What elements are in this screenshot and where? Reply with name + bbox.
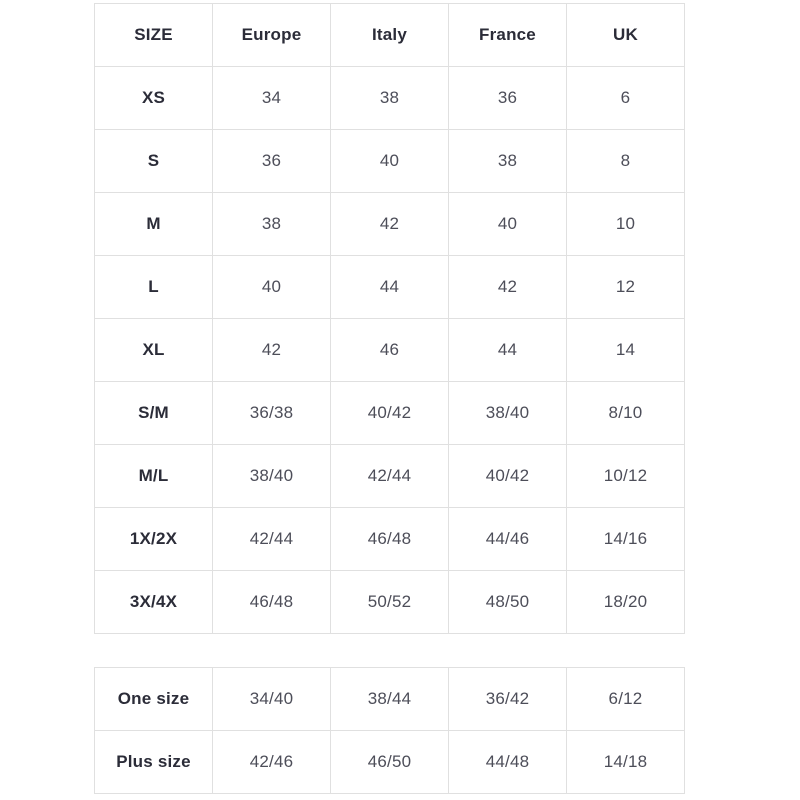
- size-cell: 6: [567, 67, 685, 130]
- header-row: [95, 4, 685, 67]
- table-row: [95, 508, 685, 571]
- size-cell: 8: [567, 130, 685, 193]
- size-cell: 40/42: [449, 445, 567, 508]
- table-row: [95, 445, 685, 508]
- size-cell: 50/52: [331, 571, 449, 634]
- table-row: [95, 382, 685, 445]
- size-cell: 38: [331, 67, 449, 130]
- size-cell: 42: [331, 193, 449, 256]
- size-cell: 10: [567, 193, 685, 256]
- size-cell: 14/16: [567, 508, 685, 571]
- size-conversion-table: [94, 3, 685, 634]
- header-size: SIZE: [95, 4, 213, 67]
- size-cell: 44/48: [449, 731, 567, 794]
- size-cell: 44: [449, 319, 567, 382]
- header-france: France: [449, 4, 567, 67]
- size-cell: 42/44: [331, 445, 449, 508]
- row-label: L: [95, 256, 213, 319]
- size-cell: 38/40: [213, 445, 331, 508]
- row-label: One size: [95, 668, 213, 731]
- size-cell: 36/42: [449, 668, 567, 731]
- size-cell: 14: [567, 319, 685, 382]
- size-cell: 8/10: [567, 382, 685, 445]
- size-cell: 46: [331, 319, 449, 382]
- size-cell: 48/50: [449, 571, 567, 634]
- table-row: [95, 571, 685, 634]
- size-cell: 36: [449, 67, 567, 130]
- size-cell: 40: [449, 193, 567, 256]
- size-cell: 44/46: [449, 508, 567, 571]
- size-cell: 36/38: [213, 382, 331, 445]
- size-cell: 34: [213, 67, 331, 130]
- size-cell: 40/42: [331, 382, 449, 445]
- row-label: M: [95, 193, 213, 256]
- size-cell: 34/40: [213, 668, 331, 731]
- header-europe: Europe: [213, 4, 331, 67]
- size-cell: 12: [567, 256, 685, 319]
- size-cell: 40: [331, 130, 449, 193]
- header-uk: UK: [567, 4, 685, 67]
- size-cell: 6/12: [567, 668, 685, 731]
- row-label: 3X/4X: [95, 571, 213, 634]
- size-cell: 38/44: [331, 668, 449, 731]
- table-row: [95, 668, 685, 731]
- size-cell: 42/44: [213, 508, 331, 571]
- size-cell: 46/50: [331, 731, 449, 794]
- table-row: [95, 193, 685, 256]
- size-cell: 38/40: [449, 382, 567, 445]
- row-label: Plus size: [95, 731, 213, 794]
- table-row: [95, 319, 685, 382]
- size-cell: 42: [449, 256, 567, 319]
- header-italy: Italy: [331, 4, 449, 67]
- size-cell: 38: [213, 193, 331, 256]
- row-label: 1X/2X: [95, 508, 213, 571]
- row-label: M/L: [95, 445, 213, 508]
- table-row: [95, 130, 685, 193]
- size-cell: 38: [449, 130, 567, 193]
- size-cell: 44: [331, 256, 449, 319]
- size-cell: 46/48: [213, 571, 331, 634]
- size-cell: 42: [213, 319, 331, 382]
- size-cell: 10/12: [567, 445, 685, 508]
- table-row: [95, 256, 685, 319]
- table-row: [95, 67, 685, 130]
- size-cell: 14/18: [567, 731, 685, 794]
- table-row: [95, 731, 685, 794]
- size-cell: 36: [213, 130, 331, 193]
- special-size-table: [94, 667, 685, 794]
- size-cell: 46/48: [331, 508, 449, 571]
- row-label: S: [95, 130, 213, 193]
- row-label: S/M: [95, 382, 213, 445]
- row-label: XS: [95, 67, 213, 130]
- size-tables-container: [94, 3, 685, 794]
- row-label: XL: [95, 319, 213, 382]
- size-cell: 40: [213, 256, 331, 319]
- size-cell: 18/20: [567, 571, 685, 634]
- size-cell: 42/46: [213, 731, 331, 794]
